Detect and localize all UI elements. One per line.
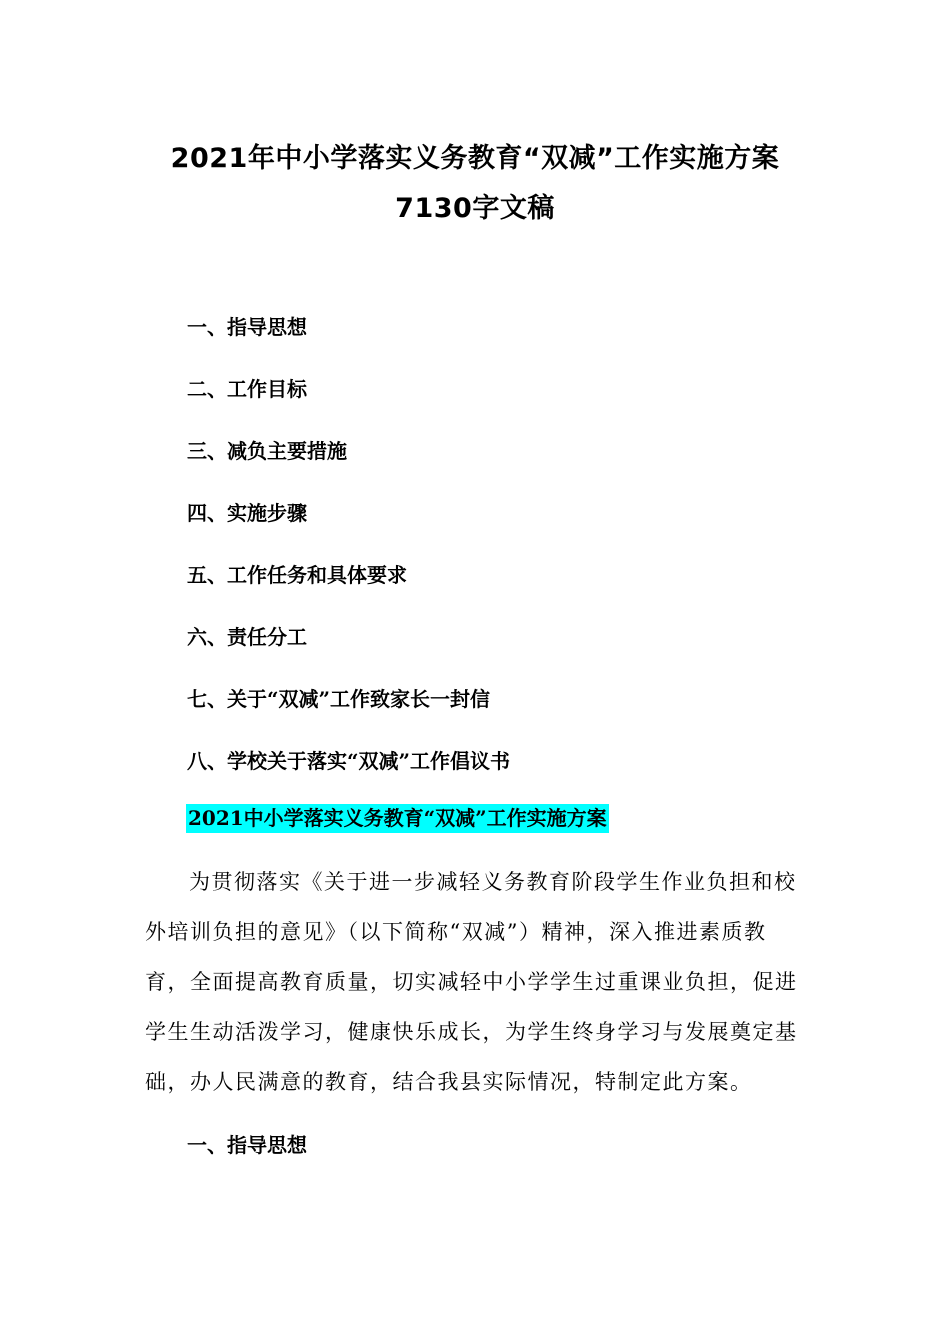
intro-paragraph-line: 础，办人民满意的教育，结合我县实际情况，特制定此方案。 [145, 1070, 753, 1094]
highlighted-heading: 2021中小学落实义务教育“双减”工作实施方案 [186, 804, 609, 833]
intro-paragraph-line: 为贯彻落实《关于进一步减轻义务教育阶段学生作业负担和校 [189, 870, 797, 894]
intro-paragraph-line: 外培训负担的意见》（以下简称“双减”）精神，深入推进素质教 [145, 920, 767, 944]
toc-item-letter-to-parents: 七、关于“双减”工作致家长一封信 [187, 687, 491, 711]
document-title-line-1: 2021年中小学落实义务教育“双减”工作实施方案 [170, 143, 780, 174]
toc-item-school-proposal: 八、学校关于落实“双减”工作倡议书 [187, 749, 511, 773]
toc-item-burden-reduction-measures: 三、减负主要措施 [187, 439, 347, 463]
toc-item-work-goals: 二、工作目标 [187, 377, 307, 401]
toc-item-guiding-ideology: 一、指导思想 [187, 315, 307, 339]
section-heading-guiding-ideology: 一、指导思想 [187, 1133, 307, 1157]
document-title-line-2: 7130字文稿 [395, 193, 555, 224]
intro-paragraph-line: 育，全面提高教育质量，切实减轻中小学学生过重课业负担，促进 [145, 970, 798, 994]
toc-item-implementation-steps: 四、实施步骤 [187, 501, 307, 525]
toc-item-tasks-and-requirements: 五、工作任务和具体要求 [187, 563, 407, 587]
toc-item-responsibility-division: 六、责任分工 [187, 625, 307, 649]
intro-paragraph-line: 学生生动活泼学习，健康快乐成长，为学生终身学习与发展奠定基 [145, 1020, 798, 1044]
